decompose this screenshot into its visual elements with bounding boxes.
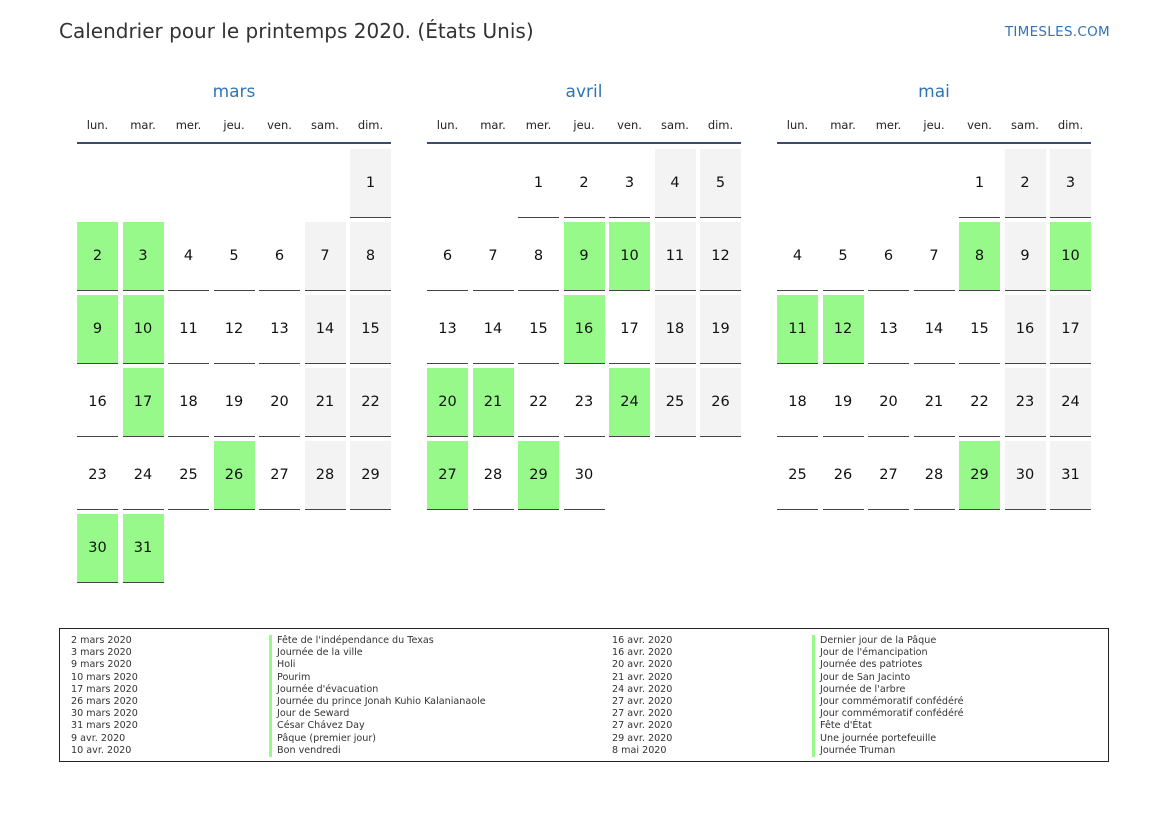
day-cell[interactable]: 23 [564, 368, 605, 437]
holiday-name: Journée d'évacuation [269, 684, 486, 696]
day-cell[interactable]: 17 [609, 295, 650, 364]
holiday-date: 10 avr. 2020 [71, 744, 132, 756]
holiday-name: Journée de l'arbre [812, 684, 964, 696]
week-row [77, 441, 391, 510]
day-cell[interactable]: 12 [700, 222, 741, 291]
holiday-date: 10 mars 2020 [71, 671, 138, 683]
day-cell[interactable]: 25 [777, 441, 818, 510]
empty-cell [259, 514, 300, 583]
day-cell[interactable]: 7 [914, 222, 955, 291]
day-cell[interactable]: 8 [350, 222, 391, 291]
day-cell[interactable]: 2 [1005, 149, 1046, 218]
day-cell[interactable]: 12 [214, 295, 255, 364]
day-cell[interactable]: 24 [1050, 368, 1091, 437]
site-link[interactable]: TIMESLES.COM [1004, 24, 1110, 40]
weekday-label: sam. [311, 118, 339, 132]
day-grid [77, 149, 391, 583]
holiday-day-cell[interactable]: 2 [77, 222, 118, 291]
empty-cell [305, 149, 346, 218]
week-row [777, 222, 1091, 291]
holiday-day-cell[interactable]: 11 [777, 295, 818, 364]
holiday-name: Journée Truman [812, 745, 964, 757]
day-cell[interactable]: 13 [427, 295, 468, 364]
day-cell[interactable]: 22 [350, 368, 391, 437]
weekday-label: sam. [661, 118, 689, 132]
day-cell[interactable]: 16 [1005, 295, 1046, 364]
holiday-day-cell[interactable]: 3 [123, 222, 164, 291]
holiday-date: 17 mars 2020 [71, 683, 138, 695]
holiday-day-cell[interactable]: 10 [609, 222, 650, 291]
week-row [427, 149, 741, 218]
holiday-name: Holi [269, 659, 486, 671]
day-cell[interactable]: 11 [168, 295, 209, 364]
weekday-label: mar. [480, 118, 506, 132]
day-cell[interactable]: 23 [1005, 368, 1046, 437]
day-cell[interactable]: 30 [1005, 441, 1046, 510]
holiday-date: 3 mars 2020 [71, 647, 132, 659]
holiday-day-cell[interactable]: 31 [123, 514, 164, 583]
holiday-date: 2 mars 2020 [71, 635, 132, 646]
holiday-list [59, 628, 1109, 762]
holiday-name: Dernier jour de la Pâque [812, 635, 964, 647]
day-cell[interactable]: 22 [518, 368, 559, 437]
holiday-name: Jour de Seward [269, 708, 486, 720]
holiday-day-cell[interactable]: 29 [518, 441, 559, 510]
day-cell[interactable]: 16 [77, 368, 118, 437]
holiday-name: César Chávez Day [269, 720, 486, 732]
holiday-day-cell[interactable]: 17 [123, 368, 164, 437]
holiday-day-cell[interactable]: 21 [473, 368, 514, 437]
empty-cell [168, 514, 209, 583]
holiday-date: 9 avr. 2020 [71, 732, 126, 744]
empty-cell [700, 441, 741, 510]
empty-cell [823, 149, 864, 218]
holiday-day-cell[interactable]: 29 [959, 441, 1000, 510]
holiday-name: Fête de l'indépendance du Texas [269, 635, 486, 647]
empty-cell [777, 149, 818, 218]
weekday-label: mer. [875, 118, 902, 132]
holiday-name: Journée des patriotes [812, 659, 964, 671]
day-grid [427, 149, 741, 510]
day-cell[interactable]: 26 [823, 441, 864, 510]
holiday-name: Jour de l'émancipation [812, 647, 964, 659]
month-mars [77, 82, 391, 587]
holiday-names-column [812, 635, 964, 757]
day-cell[interactable]: 6 [259, 222, 300, 291]
holiday-name: Jour commémoratif confédéré [812, 708, 964, 720]
day-cell[interactable]: 14 [914, 295, 955, 364]
weekday-label: mar. [830, 118, 856, 132]
day-grid [777, 149, 1091, 510]
day-cell[interactable]: 18 [168, 368, 209, 437]
weekday-label: jeu. [573, 118, 595, 132]
holiday-date: 9 mars 2020 [71, 659, 132, 671]
holiday-dates-column [71, 635, 138, 757]
day-cell[interactable]: 4 [777, 222, 818, 291]
empty-cell [655, 441, 696, 510]
empty-cell [168, 149, 209, 218]
day-cell[interactable]: 28 [914, 441, 955, 510]
day-cell[interactable]: 6 [427, 222, 468, 291]
holiday-date: 26 mars 2020 [71, 696, 138, 708]
day-cell[interactable]: 4 [655, 149, 696, 218]
holiday-date: 24 avr. 2020 [612, 683, 673, 695]
day-cell[interactable]: 3 [609, 149, 650, 218]
day-cell[interactable]: 14 [473, 295, 514, 364]
holiday-date: 20 avr. 2020 [612, 659, 673, 671]
day-cell[interactable]: 25 [168, 441, 209, 510]
day-cell[interactable]: 5 [700, 149, 741, 218]
holiday-day-cell[interactable]: 16 [564, 295, 605, 364]
holiday-name: Journée de la ville [269, 647, 486, 659]
empty-cell [350, 514, 391, 583]
week-row [427, 295, 741, 364]
day-cell[interactable]: 25 [655, 368, 696, 437]
week-row [77, 368, 391, 437]
day-cell[interactable]: 19 [823, 368, 864, 437]
day-cell[interactable]: 8 [518, 222, 559, 291]
weekday-label: lun. [786, 118, 809, 132]
holiday-date: 27 avr. 2020 [612, 708, 673, 720]
day-cell[interactable]: 2 [564, 149, 605, 218]
weekday-label: lun. [86, 118, 109, 132]
day-cell[interactable]: 7 [305, 222, 346, 291]
week-row [77, 149, 391, 218]
week-row [777, 368, 1091, 437]
day-cell[interactable]: 27 [868, 441, 909, 510]
day-cell[interactable]: 3 [1050, 149, 1091, 218]
day-cell[interactable]: 15 [518, 295, 559, 364]
weekday-header [427, 108, 741, 144]
empty-cell [123, 149, 164, 218]
weekday-label: dim. [707, 118, 734, 132]
day-cell[interactable]: 14 [305, 295, 346, 364]
week-row [77, 222, 391, 291]
day-cell[interactable]: 6 [868, 222, 909, 291]
week-row [427, 441, 741, 510]
weekday-label: mer. [175, 118, 202, 132]
holiday-name: Pourim [269, 672, 486, 684]
empty-cell [473, 149, 514, 218]
empty-cell [259, 149, 300, 218]
empty-cell [427, 149, 468, 218]
day-cell[interactable]: 19 [700, 295, 741, 364]
day-cell[interactable]: 28 [305, 441, 346, 510]
holiday-name: Jour commémoratif confédéré [812, 696, 964, 708]
holiday-day-cell[interactable]: 8 [959, 222, 1000, 291]
weekday-header [777, 108, 1091, 144]
day-cell[interactable]: 13 [868, 295, 909, 364]
day-cell[interactable]: 1 [959, 149, 1000, 218]
week-row [77, 295, 391, 364]
holiday-day-cell[interactable]: 20 [427, 368, 468, 437]
weekday-label: ven. [617, 118, 642, 132]
month-name: mai [918, 82, 950, 102]
empty-cell [305, 514, 346, 583]
day-cell[interactable]: 29 [350, 441, 391, 510]
day-cell[interactable]: 7 [473, 222, 514, 291]
day-cell[interactable]: 17 [1050, 295, 1091, 364]
day-cell[interactable]: 15 [350, 295, 391, 364]
holiday-date: 27 avr. 2020 [612, 696, 673, 708]
day-cell[interactable]: 22 [959, 368, 1000, 437]
holiday-date: 27 avr. 2020 [612, 720, 673, 732]
holiday-day-cell[interactable]: 9 [564, 222, 605, 291]
weekday-label: dim. [357, 118, 384, 132]
day-cell[interactable]: 26 [700, 368, 741, 437]
day-cell[interactable]: 24 [123, 441, 164, 510]
day-cell[interactable]: 1 [518, 149, 559, 218]
holiday-name: Une journée portefeuille [812, 733, 964, 745]
day-cell[interactable]: 20 [259, 368, 300, 437]
holiday-day-cell[interactable]: 26 [214, 441, 255, 510]
weekday-label: jeu. [223, 118, 245, 132]
holiday-day-cell[interactable]: 10 [1050, 222, 1091, 291]
empty-cell [214, 149, 255, 218]
day-cell[interactable]: 1 [350, 149, 391, 218]
holiday-day-cell[interactable]: 12 [823, 295, 864, 364]
weekday-label: jeu. [923, 118, 945, 132]
holiday-names-column [269, 635, 486, 757]
holiday-name: Fête d'État [812, 720, 964, 732]
week-row [777, 441, 1091, 510]
holiday-date: 29 avr. 2020 [612, 732, 673, 744]
holiday-date: 16 avr. 2020 [612, 635, 673, 646]
day-cell[interactable]: 18 [655, 295, 696, 364]
holiday-day-cell[interactable]: 30 [77, 514, 118, 583]
empty-cell [77, 149, 118, 218]
day-cell[interactable]: 5 [823, 222, 864, 291]
holiday-name: Bon vendredi [269, 745, 486, 757]
holiday-name: Pâque (premier jour) [269, 733, 486, 745]
day-cell[interactable]: 21 [914, 368, 955, 437]
holiday-name: Jour de San Jacinto [812, 672, 964, 684]
day-cell[interactable]: 9 [1005, 222, 1046, 291]
holiday-date: 16 avr. 2020 [612, 647, 673, 659]
holiday-date: 8 mai 2020 [612, 744, 667, 756]
holiday-dates-column [612, 635, 672, 757]
week-row [777, 295, 1091, 364]
weekday-label: mer. [525, 118, 552, 132]
weekday-header [77, 108, 391, 144]
day-cell[interactable]: 28 [473, 441, 514, 510]
empty-cell [609, 441, 650, 510]
day-cell[interactable]: 23 [77, 441, 118, 510]
empty-cell [914, 149, 955, 218]
day-cell[interactable]: 13 [259, 295, 300, 364]
empty-cell [214, 514, 255, 583]
week-row [427, 222, 741, 291]
page-title: Calendrier pour le printemps 2020. (États Unis) [59, 19, 534, 43]
month-name: mars [212, 82, 256, 102]
day-cell[interactable]: 20 [868, 368, 909, 437]
holiday-name: Journée du prince Jonah Kuhio Kalanianaole [269, 696, 486, 708]
holiday-day-cell[interactable]: 10 [123, 295, 164, 364]
weekday-label: ven. [267, 118, 292, 132]
holiday-date: 31 mars 2020 [71, 720, 138, 732]
weekday-label: dim. [1057, 118, 1084, 132]
holiday-date: 30 mars 2020 [71, 708, 138, 720]
day-cell[interactable]: 31 [1050, 441, 1091, 510]
day-cell[interactable]: 4 [168, 222, 209, 291]
weekday-label: ven. [967, 118, 992, 132]
week-row [777, 149, 1091, 218]
week-row [427, 368, 741, 437]
day-cell[interactable]: 15 [959, 295, 1000, 364]
day-cell[interactable]: 21 [305, 368, 346, 437]
week-row [77, 514, 391, 583]
holiday-date: 21 avr. 2020 [612, 671, 673, 683]
month-avril [427, 82, 741, 514]
weekday-label: sam. [1011, 118, 1039, 132]
day-cell[interactable]: 5 [214, 222, 255, 291]
day-cell[interactable]: 30 [564, 441, 605, 510]
day-cell[interactable]: 18 [777, 368, 818, 437]
holiday-day-cell[interactable]: 24 [609, 368, 650, 437]
weekday-label: mar. [130, 118, 156, 132]
weekday-label: lun. [436, 118, 459, 132]
month-name: avril [565, 82, 603, 102]
empty-cell [868, 149, 909, 218]
month-mai [777, 82, 1091, 514]
day-cell[interactable]: 27 [259, 441, 300, 510]
holiday-day-cell[interactable]: 27 [427, 441, 468, 510]
holiday-day-cell[interactable]: 9 [77, 295, 118, 364]
day-cell[interactable]: 19 [214, 368, 255, 437]
day-cell[interactable]: 11 [655, 222, 696, 291]
